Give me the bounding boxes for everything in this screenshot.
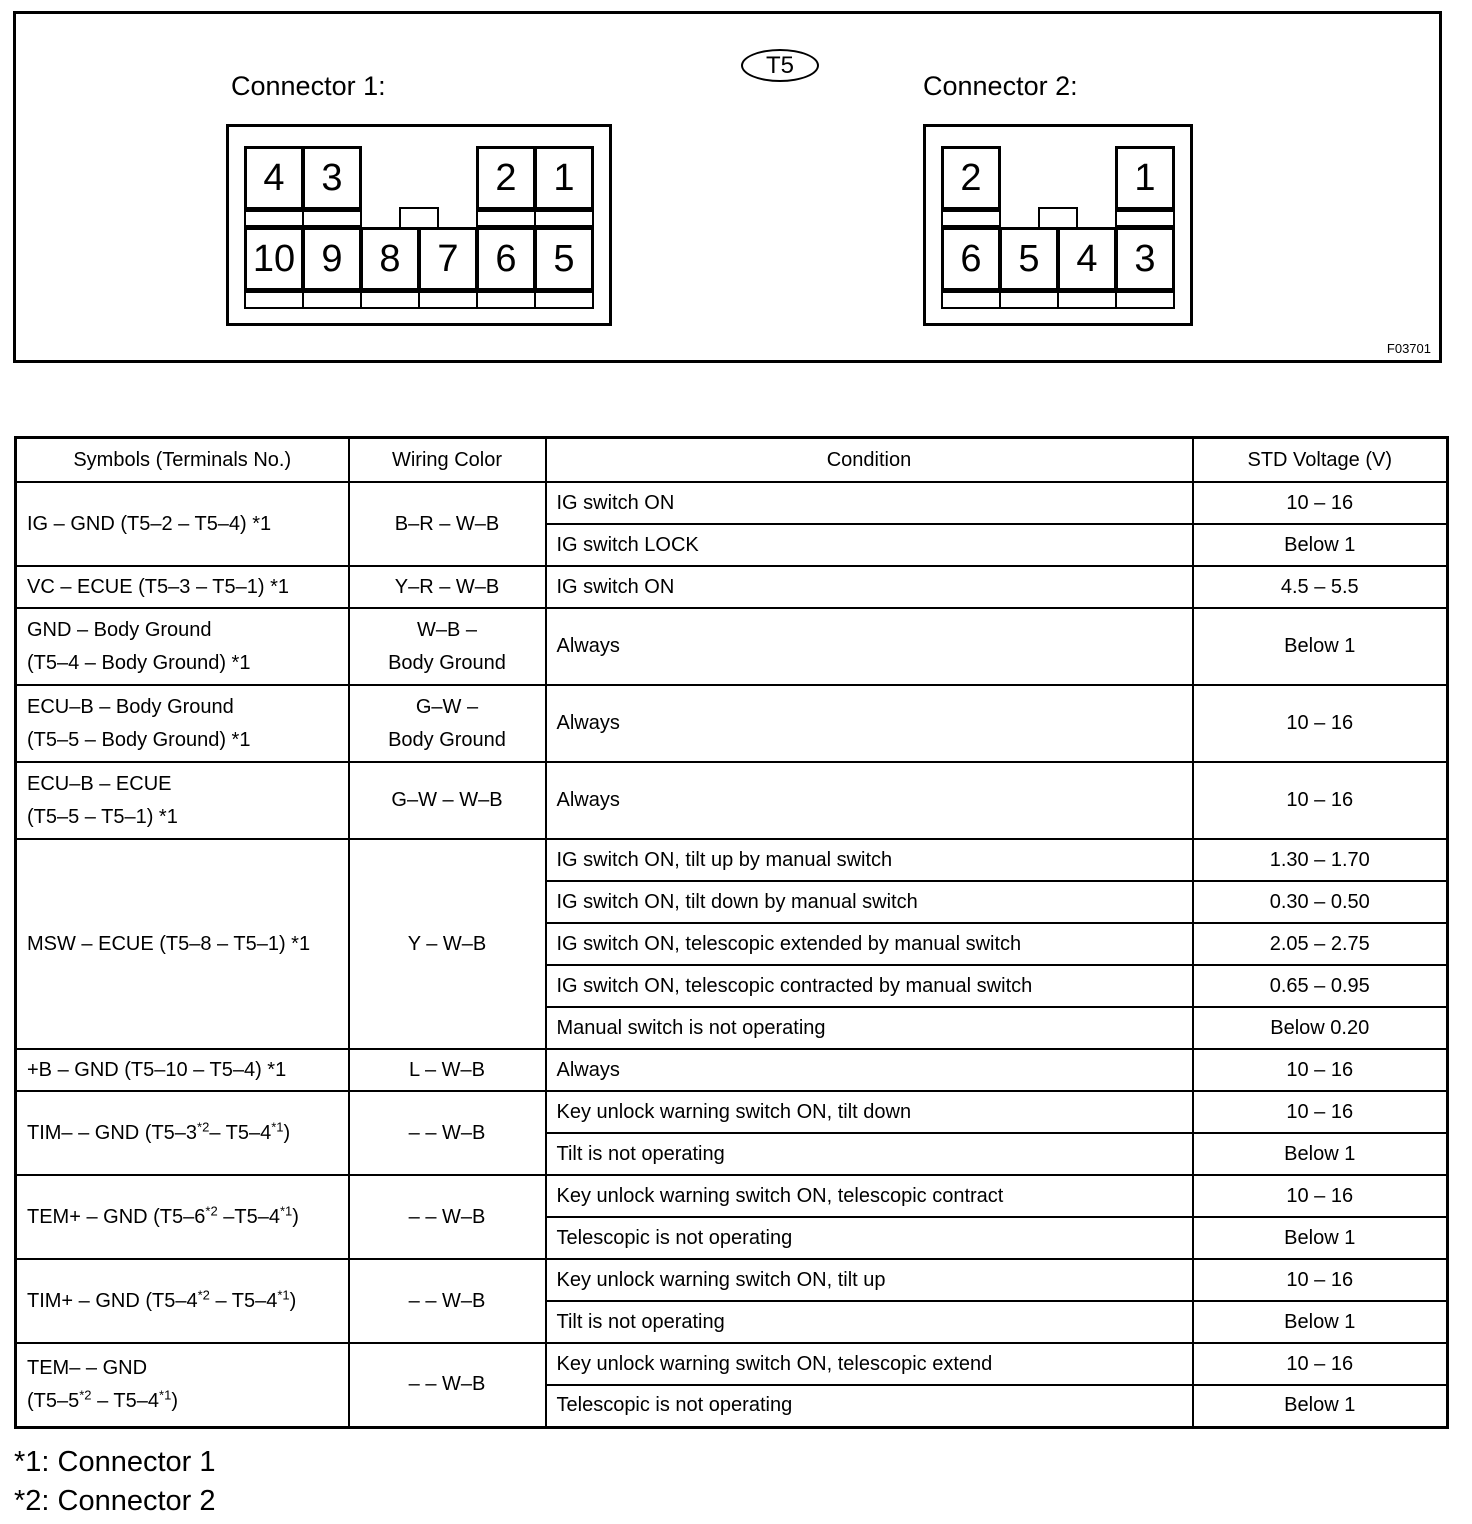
wiring-color-text: – – W–B <box>408 1289 486 1312</box>
table-row <box>16 839 1448 881</box>
terminal-symbol-part: ) <box>283 1121 291 1144</box>
connector-1-pin: 8 <box>360 227 420 291</box>
connector-diagram <box>13 11 1442 363</box>
terminal-symbol-cell <box>16 1049 349 1091</box>
condition-cell: IG switch ON, tilt down by manual switch <box>546 881 1193 923</box>
std-voltage-cell: 10 – 16 <box>1193 1049 1448 1091</box>
footnote-marker: *1 <box>159 1387 172 1403</box>
header-wiring-color: Wiring Color <box>349 438 546 483</box>
wiring-color-text: G–W – W–B <box>391 789 503 811</box>
table-row <box>16 1259 1448 1301</box>
terminal-symbol-text: ECU–B – ECUE <box>27 772 172 795</box>
terminal-symbol-text: GND – Body Ground <box>27 618 212 641</box>
wiring-color-text: G–W – <box>415 695 479 718</box>
connector-2-pin: 2 <box>941 146 1001 210</box>
connector-1-pin: 2 <box>476 146 536 210</box>
connector-2-pin: 1 <box>1115 146 1175 210</box>
wiring-color-cell <box>349 839 546 1049</box>
terminal-symbol-text <box>27 1201 338 1234</box>
terminal-symbol-cell <box>16 1343 349 1427</box>
wiring-color-cell <box>349 482 546 566</box>
condition-cell: Key unlock warning switch ON, tilt up <box>546 1259 1193 1301</box>
connector-2-pin: 5 <box>999 227 1059 291</box>
connector-1-pin-strip <box>476 210 536 227</box>
terminal-symbol-text: +B – GND (T5–10 – T5–4) *1 <box>27 1058 287 1081</box>
terminal-symbol-text: (T5–4 – Body Ground) *1 <box>27 651 251 674</box>
terminal-symbol-part: ) <box>289 1289 297 1312</box>
connector-1-pin: 6 <box>476 227 536 291</box>
wiring-color-text: – – W–B <box>408 1205 486 1228</box>
wiring-color-cell <box>349 1343 546 1427</box>
table-row <box>16 566 1448 608</box>
connector-1-pin: 10 <box>244 227 304 291</box>
std-voltage-cell: 0.30 – 0.50 <box>1193 881 1448 923</box>
condition-cell: Always <box>546 685 1193 762</box>
connector-1-pin-strip <box>302 210 362 227</box>
condition-cell: Manual switch is not operating <box>546 1007 1193 1049</box>
connector-2-pin: 4 <box>1057 227 1117 291</box>
terminal-symbol-text <box>27 1117 338 1150</box>
wiring-color-cell <box>349 1049 546 1091</box>
terminal-symbol-part: – T5–4 <box>91 1389 160 1412</box>
terminal-symbol-text: MSW – ECUE (T5–8 – T5–1) *1 <box>27 932 311 955</box>
terminal-symbol-part: – T5–4 <box>209 1289 278 1312</box>
footnote-marker: *2 <box>197 1286 210 1302</box>
footnotes <box>14 1443 216 1521</box>
wiring-color-cell <box>349 685 546 762</box>
terminal-symbol-text: VC – ECUE (T5–3 – T5–1) *1 <box>27 575 289 598</box>
std-voltage-cell: Below 1 <box>1193 1385 1448 1427</box>
figure-id: F03701 <box>1386 341 1431 356</box>
connector-1-pin-strip <box>534 210 594 227</box>
terminal-symbol-cell <box>16 762 349 839</box>
connector-1-pin: 3 <box>302 146 362 210</box>
connector-1-pin-strip <box>302 291 362 309</box>
terminal-symbol-part: –T5–4 <box>217 1205 280 1228</box>
connector-1-pin-strip <box>244 210 304 227</box>
condition-cell: Always <box>546 1049 1193 1091</box>
connector-1-pin-strip <box>244 291 304 309</box>
table-row <box>16 1049 1448 1091</box>
table-row <box>16 482 1448 524</box>
terminal-symbol-text <box>27 1285 338 1318</box>
std-voltage-cell: 10 – 16 <box>1193 762 1448 839</box>
std-voltage-cell: 10 – 16 <box>1193 1259 1448 1301</box>
footnote-marker: *2 <box>79 1387 92 1403</box>
connector-1-pin: 9 <box>302 227 362 291</box>
terminal-symbol-cell <box>16 685 349 762</box>
footnote-marker: *1 <box>277 1286 290 1302</box>
footnote-marker: *1 <box>271 1118 284 1134</box>
connector-2-pin-strip <box>941 210 1001 227</box>
wiring-color-text: – – W–B <box>408 1373 486 1396</box>
terminal-symbol-part: (T5–5 <box>27 1389 80 1412</box>
condition-cell: Tilt is not operating <box>546 1133 1193 1175</box>
wiring-color-cell <box>349 1259 546 1343</box>
condition-cell: Key unlock warning switch ON, tilt down <box>546 1091 1193 1133</box>
terminal-symbol-part: TIM+ – GND (T5–4 <box>27 1289 198 1312</box>
connector-1-pin-strip <box>534 291 594 309</box>
connector-2-pin-strip <box>1057 291 1117 309</box>
terminal-symbol-text: IG – GND (T5–2 – T5–4) *1 <box>27 512 272 535</box>
wiring-color-text: B–R – W–B <box>394 512 500 535</box>
std-voltage-cell: Below 1 <box>1193 1133 1448 1175</box>
connector-2-pin-strip <box>1115 210 1175 227</box>
wiring-color-text: Y – W–B <box>407 932 487 955</box>
connector-2-pin-strip <box>1115 291 1175 309</box>
std-voltage-cell: 10 – 16 <box>1193 482 1448 524</box>
connector-2 <box>923 124 1193 326</box>
condition-cell: Always <box>546 762 1193 839</box>
table-row <box>16 1091 1448 1133</box>
terminal-symbol-part: ) <box>171 1389 178 1412</box>
table-row <box>16 1343 1448 1385</box>
terminal-symbol-text: TEM– – GND <box>27 1356 148 1379</box>
std-voltage-cell: 2.05 – 2.75 <box>1193 923 1448 965</box>
table-header-row <box>16 438 1448 483</box>
footnote-2: *2: Connector 2 <box>14 1485 216 1517</box>
header-condition: Condition <box>546 438 1193 483</box>
connector-2-pin-strip <box>941 291 1001 309</box>
std-voltage-cell: 0.65 – 0.95 <box>1193 965 1448 1007</box>
terminal-symbol-cell <box>16 482 349 566</box>
terminal-symbol-cell <box>16 608 349 685</box>
connector-1-pin: 4 <box>244 146 304 210</box>
wiring-color-cell <box>349 1175 546 1259</box>
std-voltage-cell: 4.5 – 5.5 <box>1193 566 1448 608</box>
condition-cell: IG switch ON <box>546 566 1193 608</box>
wiring-color-text: L – W–B <box>409 1058 485 1081</box>
condition-cell: IG switch ON <box>546 482 1193 524</box>
wiring-color-cell <box>349 1091 546 1175</box>
std-voltage-cell: Below 1 <box>1193 1301 1448 1343</box>
std-voltage-cell: 1.30 – 1.70 <box>1193 839 1448 881</box>
table-row <box>16 685 1448 762</box>
footnote-marker: *2 <box>197 1118 210 1134</box>
table-row <box>16 608 1448 685</box>
terminal-symbol-text: (T5–5 – T5–1) *1 <box>27 805 178 828</box>
terminal-symbol-cell <box>16 1259 349 1343</box>
connector-1-pin-strip <box>360 291 420 309</box>
table-row <box>16 762 1448 839</box>
footnote-marker: *1 <box>279 1202 293 1218</box>
std-voltage-cell: 10 – 16 <box>1193 1175 1448 1217</box>
wiring-color-cell <box>349 762 546 839</box>
voltage-spec-table <box>14 436 1449 1429</box>
wiring-color-text: Y–R – W–B <box>394 575 500 598</box>
wiring-color-text: – – W–B <box>408 1121 486 1144</box>
wiring-color-text: Body Ground <box>388 728 506 751</box>
condition-cell: Telescopic is not operating <box>546 1217 1193 1259</box>
std-voltage-cell: Below 0.20 <box>1193 1007 1448 1049</box>
connector-1-pin: 5 <box>534 227 594 291</box>
terminal-symbol-cell <box>16 839 349 1049</box>
terminal-symbol-cell <box>16 1091 349 1175</box>
condition-cell: Always <box>546 608 1193 685</box>
connector-2-pin-strip <box>999 291 1059 309</box>
connector-2-title: Connector 2: <box>923 71 1078 101</box>
condition-cell: IG switch ON, telescopic extended by manual switch <box>546 923 1193 965</box>
connector-1-title: Connector 1: <box>231 71 386 101</box>
wiring-color-text: Body Ground <box>388 651 506 674</box>
terminal-symbol-part: ) <box>292 1205 299 1228</box>
footnote-marker: *2 <box>205 1202 218 1218</box>
std-voltage-cell: 10 – 16 <box>1193 1091 1448 1133</box>
connector-1-pin-strip <box>476 291 536 309</box>
condition-cell: Key unlock warning switch ON, telescopic contract <box>546 1175 1193 1217</box>
terminal-symbol-text: (T5–5 – Body Ground) *1 <box>27 728 251 751</box>
condition-cell: IG switch ON, tilt up by manual switch <box>546 839 1193 881</box>
std-voltage-cell: 10 – 16 <box>1193 1343 1448 1385</box>
std-voltage-cell: Below 1 <box>1193 1217 1448 1259</box>
terminal-symbol-text: ECU–B – Body Ground <box>27 695 234 718</box>
terminal-symbol-text <box>27 1385 338 1418</box>
terminal-symbol-part: TIM– – GND (T5–3 <box>27 1121 198 1144</box>
std-voltage-cell: 10 – 16 <box>1193 685 1448 762</box>
std-voltage-cell: Below 1 <box>1193 608 1448 685</box>
t5-badge: T5 <box>741 49 819 82</box>
connector-2-pin: 6 <box>941 227 1001 291</box>
condition-cell: IG switch ON, telescopic contracted by manual switch <box>546 965 1193 1007</box>
header-std-voltage: STD Voltage (V) <box>1193 438 1448 483</box>
std-voltage-cell: Below 1 <box>1193 524 1448 566</box>
connector-key-notch <box>1038 207 1078 229</box>
condition-cell: Tilt is not operating <box>546 1301 1193 1343</box>
terminal-symbol-cell <box>16 1175 349 1259</box>
connector-1 <box>226 124 612 326</box>
connector-1-pin-strip <box>418 291 478 309</box>
condition-cell: Telescopic is not operating <box>546 1385 1193 1427</box>
connector-1-pin: 7 <box>418 227 478 291</box>
terminal-symbol-part: – T5–4 <box>209 1121 272 1144</box>
connector-2-pin: 3 <box>1115 227 1175 291</box>
terminal-symbol-cell <box>16 566 349 608</box>
condition-cell: IG switch LOCK <box>546 524 1193 566</box>
header-symbols: Symbols (Terminals No.) <box>16 438 349 483</box>
table-row <box>16 1175 1448 1217</box>
wiring-color-text: W–B – <box>416 618 478 641</box>
connector-key-notch <box>399 207 439 229</box>
connector-1-pin: 1 <box>534 146 594 210</box>
footnote-1: *1: Connector 1 <box>14 1446 216 1478</box>
wiring-color-cell <box>349 566 546 608</box>
wiring-color-cell <box>349 608 546 685</box>
terminal-symbol-part: TEM+ – GND (T5–6 <box>27 1205 206 1228</box>
condition-cell: Key unlock warning switch ON, telescopic extend <box>546 1343 1193 1385</box>
